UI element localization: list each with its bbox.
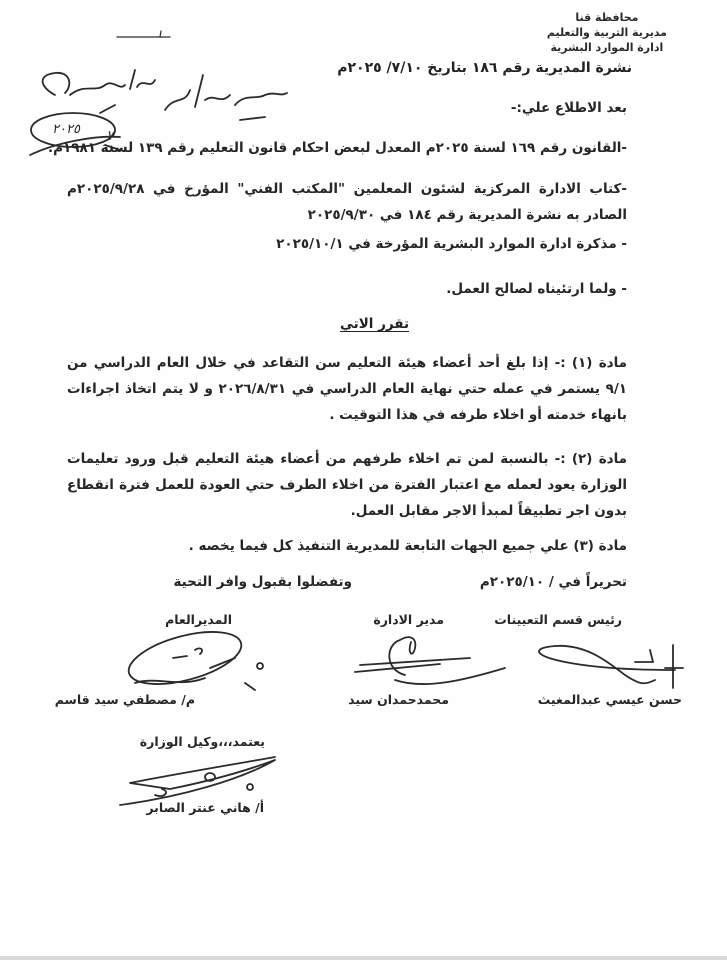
signature-name-appointments: حسن عيسي عبدالمغيث bbox=[537, 692, 682, 707]
reference-work-interest: - ولما ارتئيناه لصالح العمل. bbox=[446, 281, 627, 297]
signature-title-appointments: رئيس قسم التعيينات bbox=[494, 612, 622, 627]
page-bottom-edge bbox=[0, 956, 727, 960]
article-2-label: مادة (٢) :- bbox=[554, 451, 628, 467]
letterhead bbox=[547, 10, 667, 55]
article-2 bbox=[67, 446, 627, 524]
preamble-intro: بعد الاطلاع علي:- bbox=[510, 100, 627, 116]
article-1-label: مادة (١) :- bbox=[554, 355, 628, 371]
directorate-name: مديرية التربية والتعليم bbox=[546, 26, 667, 39]
signature-name-admin-director: محمدحمدان سيد bbox=[348, 692, 449, 707]
signature-name-general-director: م/ مصطفي سيد قاسم bbox=[54, 692, 195, 707]
decision-title: تقرر الاتي bbox=[340, 316, 410, 332]
reference-law: -القانون رقم ١٦٩ لسنة ٢٠٢٥م المعدل لبعض احكام قانون التعليم رقم ١٣٩ لسنة ١٩٨١م. bbox=[47, 140, 627, 156]
signature-appointments-head bbox=[525, 640, 685, 690]
governorate-name: محافظة قنا bbox=[575, 11, 639, 24]
signature-title-admin-director: مدير الادارة bbox=[373, 612, 444, 627]
article-1-text: إذا بلغ أحد أعضاء هيئة التعليم سن التقاعد في خلال العام الدراسي من ٩/١ يستمر في عمله حتي نهاية العام الدراسي في ٢٠٢٦/٨/٣١ و لا يتم اتخاذ اجراءات بانهاء خدمته أو اخلاء طرفه في هذا التوقيت . bbox=[67, 355, 628, 423]
department-name: ادارة الموارد البشرية bbox=[550, 41, 664, 54]
signature-general-director bbox=[125, 628, 275, 698]
dated-line: تحريراً في / ٢٠٢٥/١٠م bbox=[479, 574, 627, 590]
top-mark-icon bbox=[115, 28, 175, 40]
article-2-text: بالنسبة لمن تم اخلاء طرفهم من أعضاء هيئة التعليم قبل ورود تعليمات الوزارة يعود لعمله مع اعتبار الفترة من اخلاء الطرف حتي العودة للعمل فترة انقطاع بدون اجر تطبيقاً لمبدأ الاجر مقابل العمل. bbox=[67, 451, 627, 519]
article-3-text: علي جميع الجهات التابعة للمديرية التنفيذ كل فيما يخصه . bbox=[188, 538, 569, 554]
article-1 bbox=[67, 350, 627, 428]
approval-name: أ/ هاني عنتر الصابر bbox=[146, 800, 264, 815]
article-3 bbox=[189, 538, 627, 554]
signature-admin-director bbox=[345, 630, 505, 690]
approval-label: يعتمد،،،وكيل الوزارة bbox=[139, 734, 265, 749]
article-3-label: مادة (٣) bbox=[573, 538, 627, 554]
handwritten-mark: ٧ bbox=[106, 128, 114, 144]
reference-hr-memo: - مذكرة ادارة الموارد البشرية المؤرخة في ٢٠٢٥/١٠/١ bbox=[276, 236, 627, 252]
bulletin-title: نشرة المديرية رقم ١٨٦ بتاريخ ٧/١٠/ ٢٠٢٥م bbox=[337, 60, 632, 76]
signature-title-general-director: المديرالعام bbox=[165, 612, 232, 627]
handwritten-circled-number: ٢٠٢٥ bbox=[52, 122, 80, 137]
reference-central-admin-letter: -كتاب الادارة المركزية لشئون المعلمين "المكتب الفني" المؤرخ في ٢٠٢٥/٩/٢٨م الصادر به نشرة المديرية رقم ١٨٤ في ٢٠٢٥/٩/٣٠ bbox=[67, 181, 627, 223]
greeting-line: وتفضلوا بقبول وافر التحية bbox=[173, 574, 352, 590]
